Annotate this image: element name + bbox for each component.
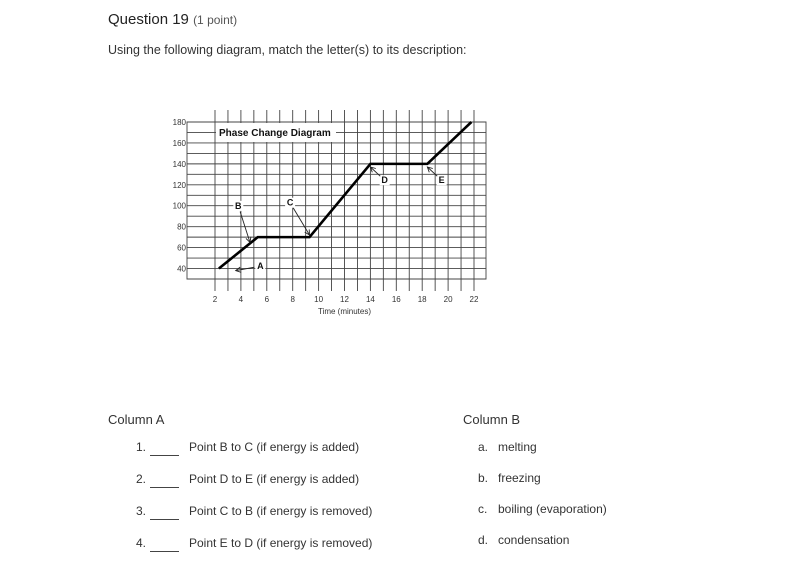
x-tick-label: 6 — [264, 295, 270, 304]
x-tick-label: 14 — [365, 295, 375, 304]
answer-blank[interactable] — [150, 519, 179, 520]
x-tick-label: 8 — [290, 295, 295, 304]
x-tick-label: 4 — [238, 295, 244, 304]
y-tick-label: 120 — [172, 180, 186, 190]
item-description: Point B to C (if energy is added) — [189, 440, 360, 454]
column-a-item — [130, 504, 390, 524]
y-tick-label: 40 — [177, 264, 186, 274]
answer-blank[interactable] — [150, 551, 179, 552]
x-tick-label: 22 — [469, 295, 479, 304]
item-number: 3. — [135, 504, 146, 518]
y-tick-label: 100 — [172, 201, 186, 211]
column-b-title: Column B — [463, 412, 521, 427]
x-tick-label: 20 — [443, 295, 453, 304]
annotation-label: B — [235, 200, 242, 211]
question-points: (1 point) — [193, 13, 238, 27]
x-tick-label: 12 — [340, 295, 349, 304]
column-a-item — [130, 440, 390, 460]
plot-frame — [187, 122, 486, 279]
annotation-arrow — [293, 208, 309, 235]
column-a-item — [130, 536, 390, 556]
column-b-item — [478, 440, 537, 454]
column-b-item — [478, 502, 607, 516]
annotation-label: D — [381, 175, 388, 186]
chart-title: Phase Change Diagram — [219, 128, 331, 139]
column-a-item — [130, 472, 390, 492]
item-description: Point D to E (if energy is added) — [189, 472, 360, 486]
item-description: Point C to B (if energy is removed) — [189, 504, 373, 518]
question-prompt: Using the following diagram, match the letter(s) to its description: — [108, 43, 467, 57]
answer-blank[interactable] — [150, 455, 179, 456]
y-tick-label: 60 — [177, 243, 186, 253]
question-number: Question 19 — [108, 11, 189, 28]
column-a-title: Column A — [108, 412, 165, 427]
option-letter: d. — [478, 533, 489, 547]
x-tick-label: 16 — [391, 295, 401, 304]
annotation-label: E — [438, 175, 445, 186]
option-text: boiling (evaporation) — [498, 502, 607, 516]
x-axis-label: Time (minutes) — [317, 307, 372, 316]
x-tick-label: 18 — [417, 295, 427, 304]
y-tick-label: 180 — [172, 118, 186, 127]
option-letter: c. — [478, 502, 488, 516]
option-text: freezing — [498, 471, 541, 485]
item-number: 2. — [135, 472, 146, 486]
answer-blank[interactable] — [150, 487, 179, 488]
item-number: 1. — [135, 440, 146, 454]
option-text: condensation — [498, 533, 570, 547]
y-tick-label: 160 — [172, 138, 186, 148]
option-text: melting — [498, 440, 537, 454]
x-tick-label: 2 — [212, 295, 218, 304]
item-description: Point E to D (if energy is removed) — [189, 536, 373, 550]
option-letter: b. — [478, 471, 489, 485]
annotation-label: A — [257, 261, 264, 272]
y-tick-label: 80 — [177, 222, 186, 232]
x-tick-label: 10 — [314, 295, 324, 304]
option-letter: a. — [478, 440, 489, 454]
annotation-label: C — [286, 197, 294, 208]
column-b-item — [478, 471, 541, 485]
y-tick-label: 140 — [172, 159, 186, 169]
column-b-item — [478, 533, 569, 547]
item-number: 4. — [135, 536, 146, 550]
